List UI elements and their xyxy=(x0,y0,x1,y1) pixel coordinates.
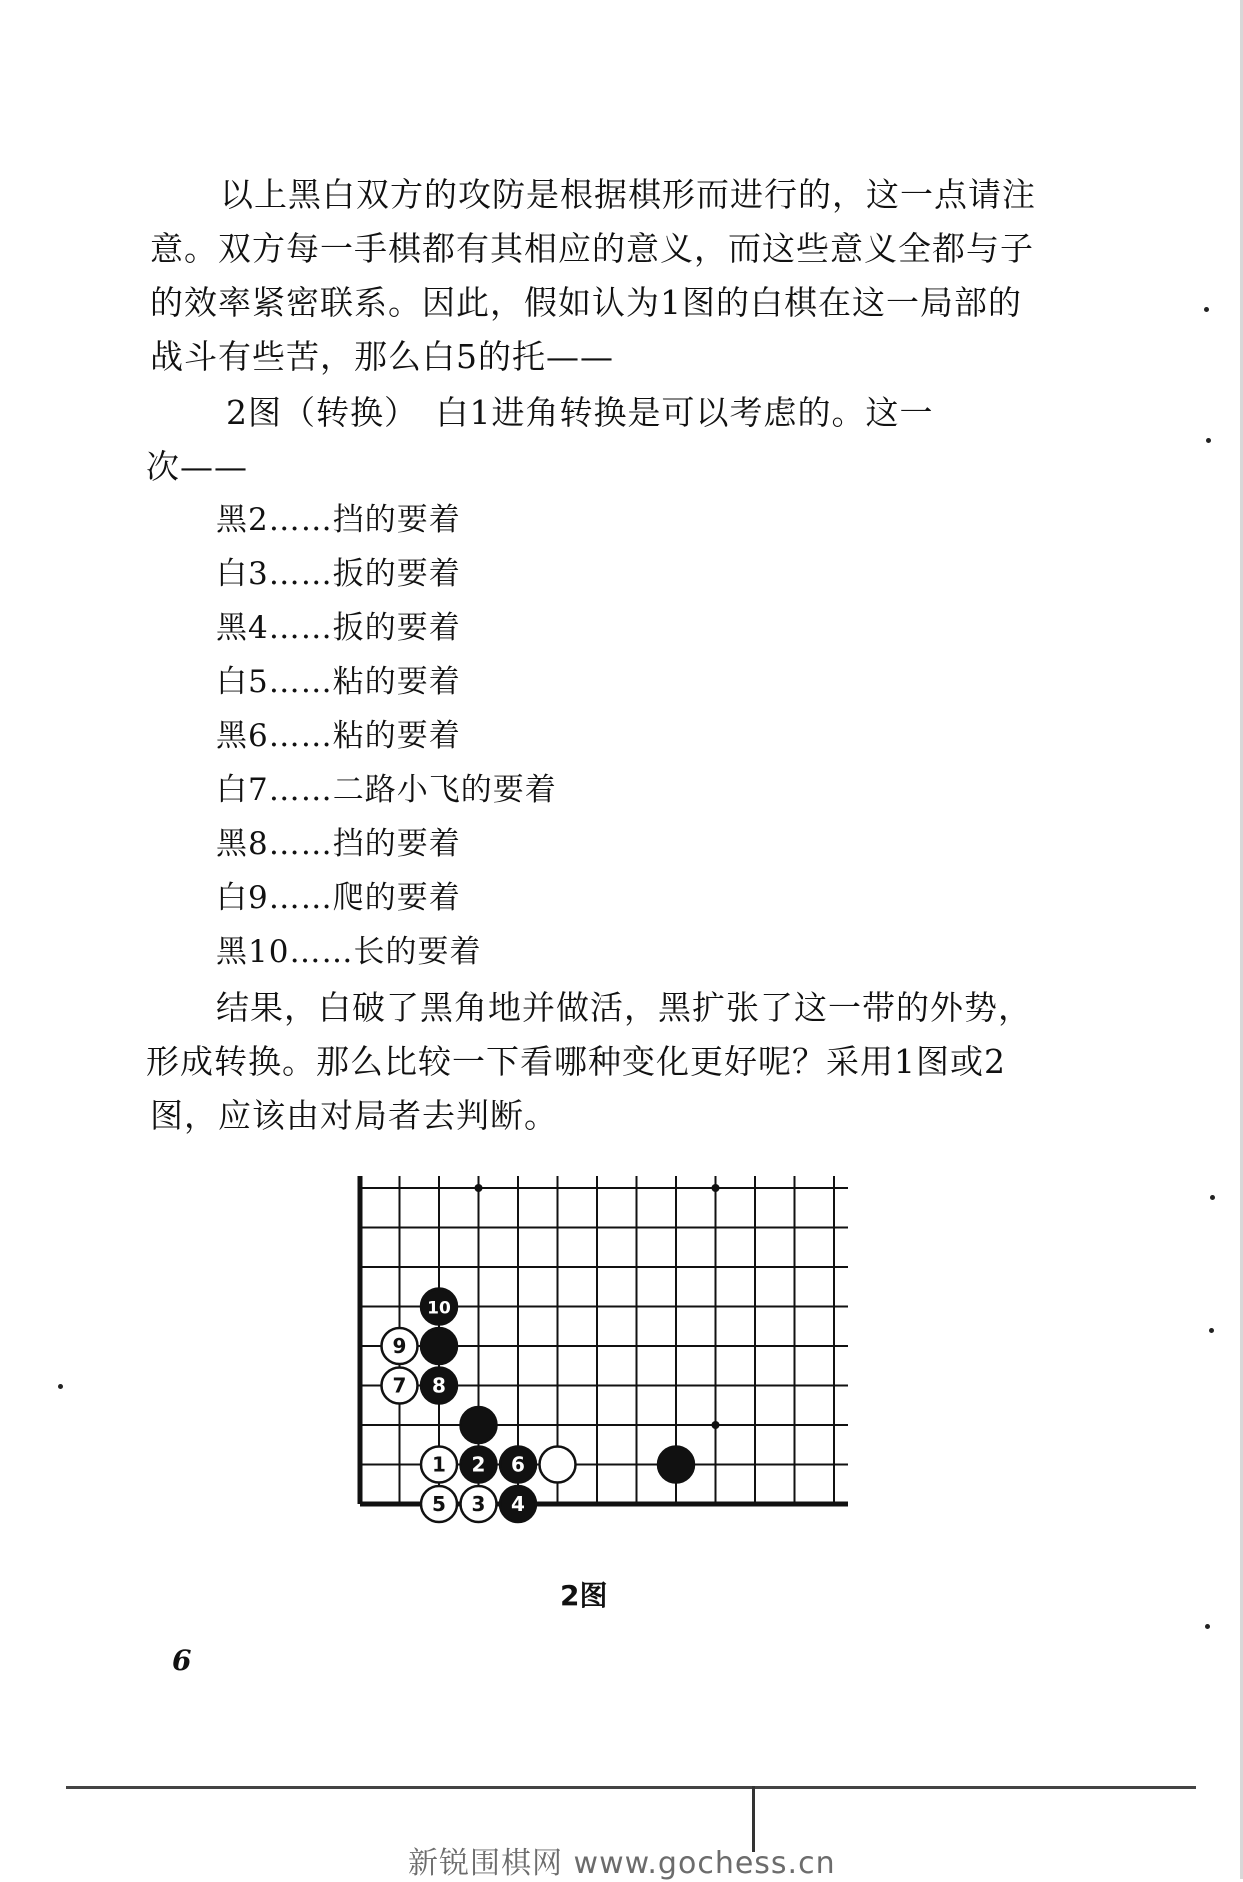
move-item: 白7……二路小飞的要着 xyxy=(216,772,557,808)
stone-move-number: 1 xyxy=(432,1452,446,1477)
scan-speck xyxy=(58,1384,63,1389)
go-board xyxy=(330,1160,870,1560)
paragraph-3-line-1: 结果，白破了黑角地并做活，黑扩张了这一带的外势， xyxy=(216,988,1032,1027)
black-stone xyxy=(421,1328,457,1364)
stone-move-number: 7 xyxy=(392,1373,407,1398)
move-item: 白9……爬的要着 xyxy=(216,880,461,916)
site-watermark: 新锐围棋网 www.gochess.cn xyxy=(408,1846,836,1881)
scan-speck xyxy=(1204,307,1209,312)
move-item: 黑4……扳的要着 xyxy=(216,610,461,646)
black-stone xyxy=(658,1447,694,1483)
move-item: 黑8……挡的要着 xyxy=(216,826,461,862)
scan-speck xyxy=(1206,438,1211,443)
scan-speck xyxy=(1210,1195,1215,1200)
paragraph-2-line-2: 次—— xyxy=(146,447,248,486)
page-number: 6 xyxy=(172,1644,192,1677)
stone-move-number: 6 xyxy=(511,1452,525,1477)
move-item: 白5……粘的要着 xyxy=(216,664,461,700)
paragraph-3-line-2: 形成转换。那么比较一下看哪种变化更好呢？采用1图或2 xyxy=(146,1042,1006,1081)
stone-move-number: 8 xyxy=(432,1373,446,1398)
stone-move-number: 2 xyxy=(471,1452,486,1477)
move-item: 黑2……挡的要着 xyxy=(216,502,461,538)
diagram-caption: 2图 xyxy=(560,1579,608,1612)
white-stone xyxy=(540,1447,576,1483)
star-point xyxy=(712,1421,720,1429)
paragraph-3-line-3: 图，应该由对局者去判断。 xyxy=(150,1096,558,1135)
paragraph-1-line-1: 以上黑白双方的攻防是根据棋形而进行的，这一点请注 xyxy=(220,175,1036,214)
scan-speck xyxy=(1205,1624,1210,1629)
footer-rule xyxy=(66,1786,1196,1789)
move-item: 白3……扳的要着 xyxy=(216,556,461,592)
star-point xyxy=(475,1184,483,1192)
paragraph-2-line-1: 2图（转换） 白1进角转换是可以考虑的。这一 xyxy=(226,393,934,432)
stone-move-number: 9 xyxy=(392,1334,407,1358)
move-item: 黑6……粘的要着 xyxy=(216,718,461,754)
stone-move-number: 3 xyxy=(471,1492,486,1516)
paragraph-1-line-2: 意。双方每一手棋都有其相应的意义，而这些意义全都与子 xyxy=(150,229,1034,268)
go-board-diagram xyxy=(330,1160,870,1560)
black-stone xyxy=(461,1407,497,1443)
move-item: 黑10……长的要着 xyxy=(216,934,482,970)
paragraph-1-line-4: 战斗有些苦，那么白5的托—— xyxy=(150,337,614,376)
scan-speck xyxy=(1209,1328,1214,1333)
stone-move-number: 4 xyxy=(511,1492,525,1516)
paragraph-1-line-3: 的效率紧密联系。因此，假如认为1图的白棋在这一局部的 xyxy=(150,283,1022,322)
star-point xyxy=(712,1184,720,1192)
stone-move-number: 5 xyxy=(432,1492,446,1516)
stone-move-number: 10 xyxy=(427,1298,451,1319)
